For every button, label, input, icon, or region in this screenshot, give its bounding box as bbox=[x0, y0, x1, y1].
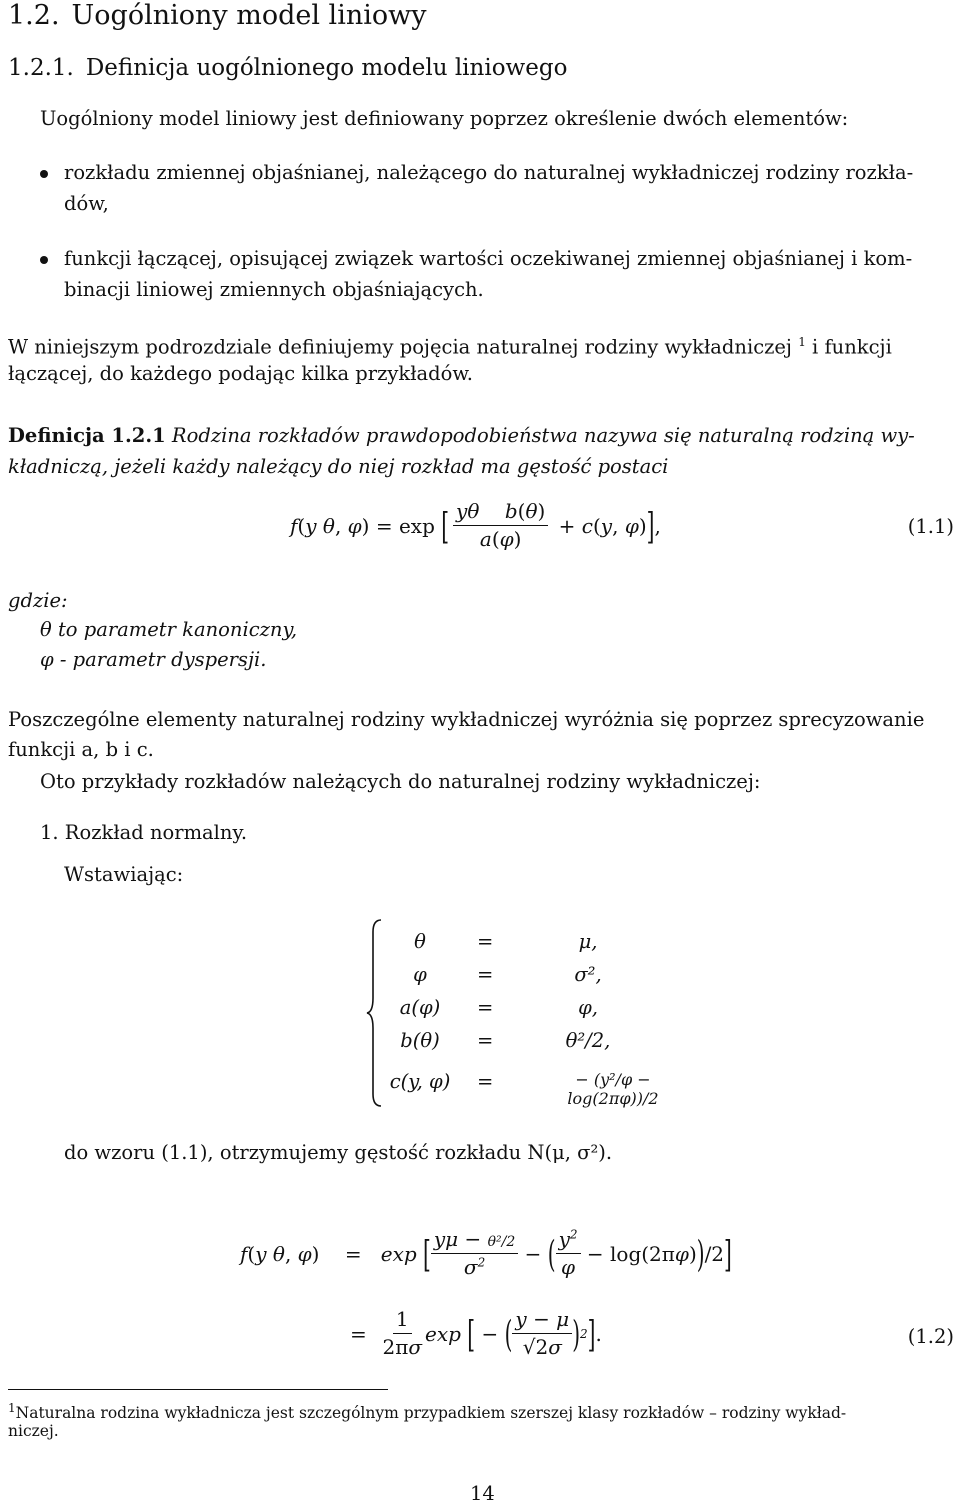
bullet-dot bbox=[40, 170, 48, 178]
equation-1-1: f ( y θ , φ ) = exp [ $\frac{\text{yθ b(θ)}}{a(\varphi)}$ + c ( y , φ ) ] , bbox=[290, 499, 661, 551]
paragraph-2-line2: funkcji a, b i c. bbox=[8, 738, 154, 761]
subsection-number: 1.2.1. bbox=[8, 55, 74, 81]
definition-line2: kładniczą, jeżeli każdy należący do niej rozkład ma gęstość postaci bbox=[8, 455, 669, 478]
paragraph-2-line1: Poszczególne elementy naturalnej rodziny wykładniczej wyróżnia się poprzez sprecyzowanie bbox=[8, 708, 925, 731]
equation-number-1-2: (1.2) bbox=[907, 1325, 954, 1348]
footnote-line2: niczej. bbox=[8, 1422, 59, 1440]
intro-paragraph: Uogólniony model liniowy jest definiowany poprzez określenie dwóch elementów: bbox=[40, 107, 849, 130]
bullet-item-1-line1: rozkładu zmiennej objaśnianej, należącego do naturalnej wykładniczej rodziny rozkła- bbox=[64, 161, 914, 184]
subsection-heading bbox=[8, 55, 567, 81]
bullet-item-1-line2: dów, bbox=[64, 192, 109, 215]
substitution-system bbox=[365, 918, 695, 1108]
example-1-label: 1. Rozkład normalny. bbox=[40, 821, 248, 844]
subsection-title: Definicja uogólnionego modelu liniowego bbox=[85, 55, 568, 81]
gdzie-item-phi: φ - parametr dyspersji. bbox=[40, 648, 267, 671]
section-heading bbox=[8, 0, 426, 31]
bullet-dot bbox=[40, 256, 48, 264]
equation-number-1-1: (1.1) bbox=[907, 515, 954, 538]
section-title: Uogólniony model liniowy bbox=[71, 0, 427, 31]
footnote-mark-bottom: 1 bbox=[8, 1401, 16, 1415]
definition-label: Definicja 1.2.1 bbox=[8, 424, 166, 447]
do-wzoru-sentence: do wzoru (1.1), otrzymujemy gęstość rozkładu N(μ, σ²). bbox=[64, 1141, 613, 1164]
gdzie-label: gdzie: bbox=[8, 589, 68, 612]
footnote-text: Naturalna rodzina wykładnicza jest szczególnym przypadkiem szerszej klasy rozkładów – rodziny wykład- bbox=[15, 1404, 847, 1423]
paragraph-3: Oto przykłady rozkładów należących do naturalnej rodziny wykładniczej: bbox=[40, 770, 761, 793]
paragraph-1-text-b: i funkcji bbox=[812, 335, 892, 359]
definition-text-1: Rodzina rozkładów prawdopodobieństwa nazywa się naturalną rodziną wy- bbox=[171, 424, 915, 447]
bullet-item-2-line1: funkcji łączącej, opisującej związek wartości oczekiwanej zmiennej objaśnianej i kom- bbox=[64, 247, 913, 270]
equation-1-2-line1: f ( y θ , φ ) = exp [ $\frac{\text{yμ − θ²/2}}{\sigma^2}$ − ( $\frac{y^2}{\varphi}$ − log(2π φ ) ) /2 ] bbox=[240, 1227, 732, 1279]
gdzie-item-theta: θ to parametr kanoniczny, bbox=[40, 618, 298, 641]
substitution-row: φ = σ², bbox=[413, 963, 602, 986]
substitution-row: b(θ) = θ²/2, bbox=[400, 1029, 611, 1052]
substitution-row: c(y, φ) = − (y²/φ − log(2πφ))/2 bbox=[389, 1070, 659, 1108]
wstawiajac-label: Wstawiając: bbox=[64, 863, 184, 886]
paragraph-1-text-a: W niniejszym podrozdziale definiujemy pojęcia naturalnej rodziny wykładniczej bbox=[8, 335, 792, 359]
definition-line1 bbox=[8, 420, 915, 451]
footnote-mark[interactable]: 1 bbox=[798, 335, 806, 349]
footnote-rule bbox=[8, 1389, 388, 1390]
bullet-item-2-line2: binacji liniowej zmiennych objaśniających. bbox=[64, 278, 484, 301]
paragraph-1-line2: łączącej, do każdego podając kilka przykładów. bbox=[8, 362, 473, 385]
substitution-row: a(φ) = φ, bbox=[399, 996, 598, 1019]
substitution-row: θ = μ, bbox=[414, 930, 598, 953]
page-number: 14 bbox=[470, 1482, 495, 1505]
equation-1-2-line2: = $\frac{1}{2\pi\sigma}$ exp [ − ( $\frac{y - \mu}{√2\sigma}$ ) 2 ] . bbox=[350, 1307, 602, 1359]
footnote-line1 bbox=[8, 1397, 846, 1425]
section-number: 1.2. bbox=[8, 0, 60, 31]
